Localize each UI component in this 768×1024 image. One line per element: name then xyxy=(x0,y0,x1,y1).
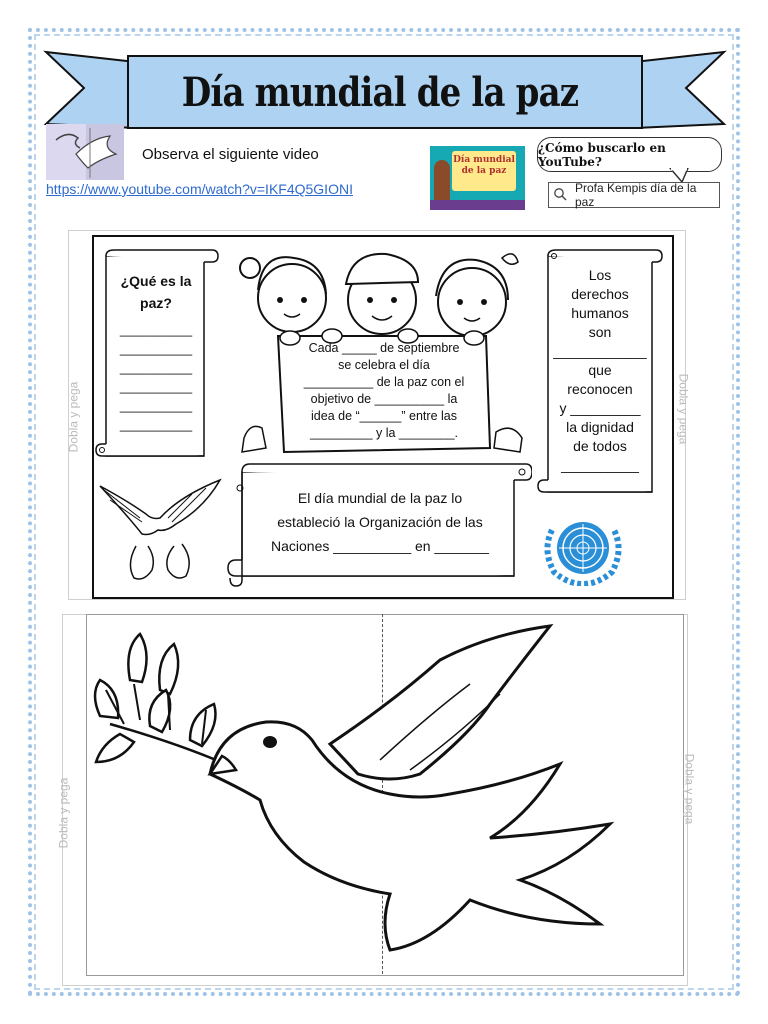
answer-line[interactable]: __________ xyxy=(119,341,193,356)
rights-line: Los xyxy=(588,267,612,283)
sign-line: idea de “______” entre las xyxy=(311,409,457,423)
fold-label-left: Dobla y pega xyxy=(66,381,81,453)
youtube-search-box[interactable] xyxy=(548,182,720,208)
youtube-question-bubble xyxy=(537,137,722,172)
rights-line: son xyxy=(588,324,612,340)
youtube-question: ¿Cómo buscarlo en YouTube? xyxy=(538,140,666,169)
un-line: El día mundial de la paz lo xyxy=(297,490,463,506)
rights-line[interactable]: ____________ xyxy=(553,343,647,359)
answer-line[interactable]: __________ xyxy=(119,379,193,394)
un-emblem xyxy=(538,510,628,586)
dove-hands-illustration xyxy=(96,474,226,586)
page-title: Día mundial de la paz xyxy=(181,68,579,116)
center-sign-text xyxy=(284,340,484,442)
video-link[interactable]: https://www.youtube.com/watch?v=IKF4Q5GIONI xyxy=(46,181,353,197)
rights-line: la dignidad xyxy=(566,419,634,435)
video-thumbnail[interactable] xyxy=(430,146,525,210)
sign-line: objetivo de __________ la xyxy=(310,392,458,406)
answer-line[interactable]: __________ xyxy=(119,417,193,432)
dove-fold-label-right: Dobla y pega xyxy=(682,753,697,825)
rights-line[interactable]: __________ xyxy=(561,457,639,473)
left-scroll-title: ¿Qué es la paz? xyxy=(120,273,192,311)
right-scroll-text xyxy=(550,266,650,475)
sign-line: __________ de la paz con el xyxy=(303,375,465,389)
dove-with-olive-branch xyxy=(90,624,676,964)
rights-line: de todos xyxy=(573,438,627,454)
rights-line: que xyxy=(588,362,612,378)
dove-fold-label-left: Dobla y pega xyxy=(56,777,71,849)
instruction-text: Observa el siguiente video xyxy=(142,146,319,163)
teacher-avatar xyxy=(434,160,450,204)
fold-label-right: Dobla y pega xyxy=(676,373,691,445)
thumbnail-title: Día mundial de la paz xyxy=(452,151,516,191)
sign-line: Cada _____ de septiembre xyxy=(308,341,460,355)
search-icon xyxy=(553,187,569,203)
left-scroll-lines xyxy=(108,320,204,434)
bottom-scroll-text xyxy=(246,486,514,558)
rights-line: reconocen xyxy=(567,381,633,397)
un-line: estableció la Organización de las xyxy=(277,514,483,530)
answer-line[interactable]: __________ xyxy=(119,360,193,375)
dove-drawing-thumbnail xyxy=(46,124,124,180)
rights-line[interactable]: y _________ xyxy=(559,400,641,416)
rights-line: derechos xyxy=(571,286,629,302)
un-line[interactable]: Naciones __________ en _______ xyxy=(271,538,489,554)
search-query: Profa Kempis día de la paz xyxy=(574,181,697,209)
answer-line[interactable]: __________ xyxy=(119,398,193,413)
sign-line: se celebra el día xyxy=(338,358,430,372)
thumbnail-floor xyxy=(430,200,525,210)
answer-line[interactable]: __________ xyxy=(119,322,193,337)
sign-line: _________ y la ________. xyxy=(309,426,459,440)
rights-line: humanos xyxy=(571,305,629,321)
